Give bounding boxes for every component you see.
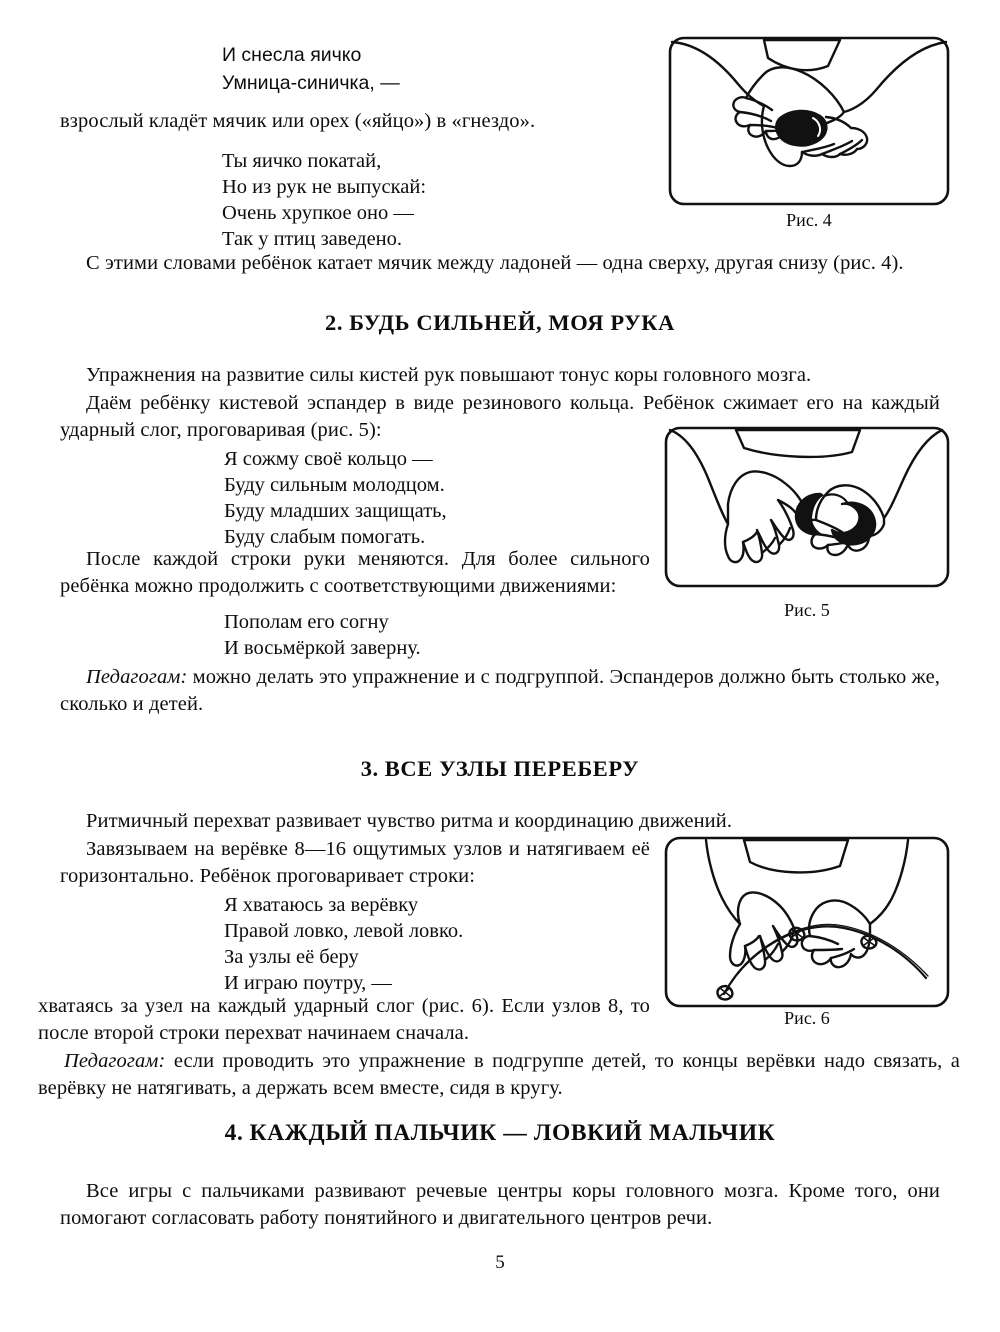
paragraph-s2-tone: Упражнения на развитие силы кистей рук повышают тонус коры головного мозга. [86,364,812,386]
figure-6 [664,836,950,1008]
paragraph-s3-grab-knot: хватаясь за узел на каждый ударный слог (рис. 6). Если узлов 8, то после второй строки перехват начинаем сначала. [38,995,650,1044]
verse-roll-egg-line-2: Но из рук не выпускай: [222,176,427,198]
section-heading-2-text: БУДЬ СИЛЬНЕЙ, МОЯ РУКА [349,310,675,335]
verse-and-laid-egg-line-1: И снесла яичко [222,44,362,66]
section-heading-4-text: КАЖДЫЙ ПАЛЬЧИК — ЛОВКИЙ МАЛЬЧИК [249,1120,776,1146]
paragraph-s3-rhythm: Ритмичный перехват развивает чувство ритма и координацию движений. [86,810,733,832]
figure-5-caption: Рис. 5 [784,600,830,620]
paragraph-s2-expander: Даём ребёнку кистевой эспандер в виде резинового кольца. Ребёнок сжимает его на каждый ударный слог, проговаривая (рис. 5): [60,392,940,441]
figure-4-caption: Рис. 4 [786,210,832,230]
paragraph-with-these-words: С этими словами ребёнок катает мячик между ладоней — одна сверху, другая снизу (рис. 4). [86,252,904,274]
section-heading-3-text: ВСЕ УЗЛЫ ПЕРЕБЕРУ [384,756,640,781]
section-heading-3 [0,756,1000,782]
paragraph-s3-knots: Завязываем на верёвке 8—16 ощутимых узлов и натягиваем её горизонтально. Ребёнок проговаривает строки: [60,838,650,887]
teachers-note-body-s3: если проводить это упражнение в подгруппе детей, то концы верёвки надо связать, а верёвку не натягивать, а держать всем вместе, сидя в кругу. [38,1050,960,1099]
verse-rope-line-4: И играю поутру, — [224,972,392,994]
verse-rope-line-3: За узлы её беру [224,946,359,968]
paragraph-s2-teachers-note [60,664,940,717]
paragraph-s2-swap-hands: После каждой строки руки меняются. Для более сильного ребёнка можно продолжить с соответствующими движениями: [60,548,650,597]
verse-fold-line-1: Пополам его согну [224,611,389,633]
verse-roll-egg-line-3: Очень хрупкое оно — [222,202,414,224]
section-heading-2 [0,310,1000,336]
figure-4 [668,36,950,206]
paragraph-s3-teachers-note [38,1048,960,1101]
verse-ring-line-4: Буду слабым помогать. [224,526,426,548]
page-number: 5 [495,1252,505,1273]
section-heading-4 [0,1120,1000,1147]
figure-6-caption: Рис. 6 [784,1008,830,1028]
verse-rope-line-2: Правой ловко, левой ловко. [224,920,464,942]
section-heading-2-number: 2. [325,310,344,335]
section-heading-3-number: 3. [360,756,379,781]
figure-5 [664,426,950,588]
section-heading-4-number: 4. [224,1120,244,1146]
verse-fold-line-2: И восьмёркой заверну. [224,637,421,659]
verse-and-laid-egg-line-2: Умница-синичка, — [222,72,400,94]
teachers-note-body-s2: можно делать это упражнение и с подгруппой. Эспандеров должно быть столько же, сколько и детей. [60,666,940,715]
teachers-note-label-s2: Педагогам: [86,666,188,688]
verse-ring-line-2: Буду сильным молодцом. [224,474,445,496]
verse-ring-line-1: Я сожму своё кольцо — [224,448,433,470]
paragraph-adult-places-ball: взрослый кладёт мячик или орех («яйцо») в «гнездо». [60,110,536,132]
paragraph-s4-finger-games: Все игры с пальчиками развивают речевые центры коры головного мозга. Кроме того, они помогают согласовать работу понятийного и двигательного центров речи. [60,1180,940,1229]
verse-roll-egg-line-4: Так у птиц заведено. [222,228,403,250]
verse-roll-egg-line-1: Ты яичко покатай, [222,150,382,172]
teachers-note-label-s3: Педагогам: [64,1050,166,1072]
verse-ring-line-3: Буду младших защищать, [224,500,447,522]
verse-rope-line-1: Я хватаюсь за верёвку [224,894,419,916]
